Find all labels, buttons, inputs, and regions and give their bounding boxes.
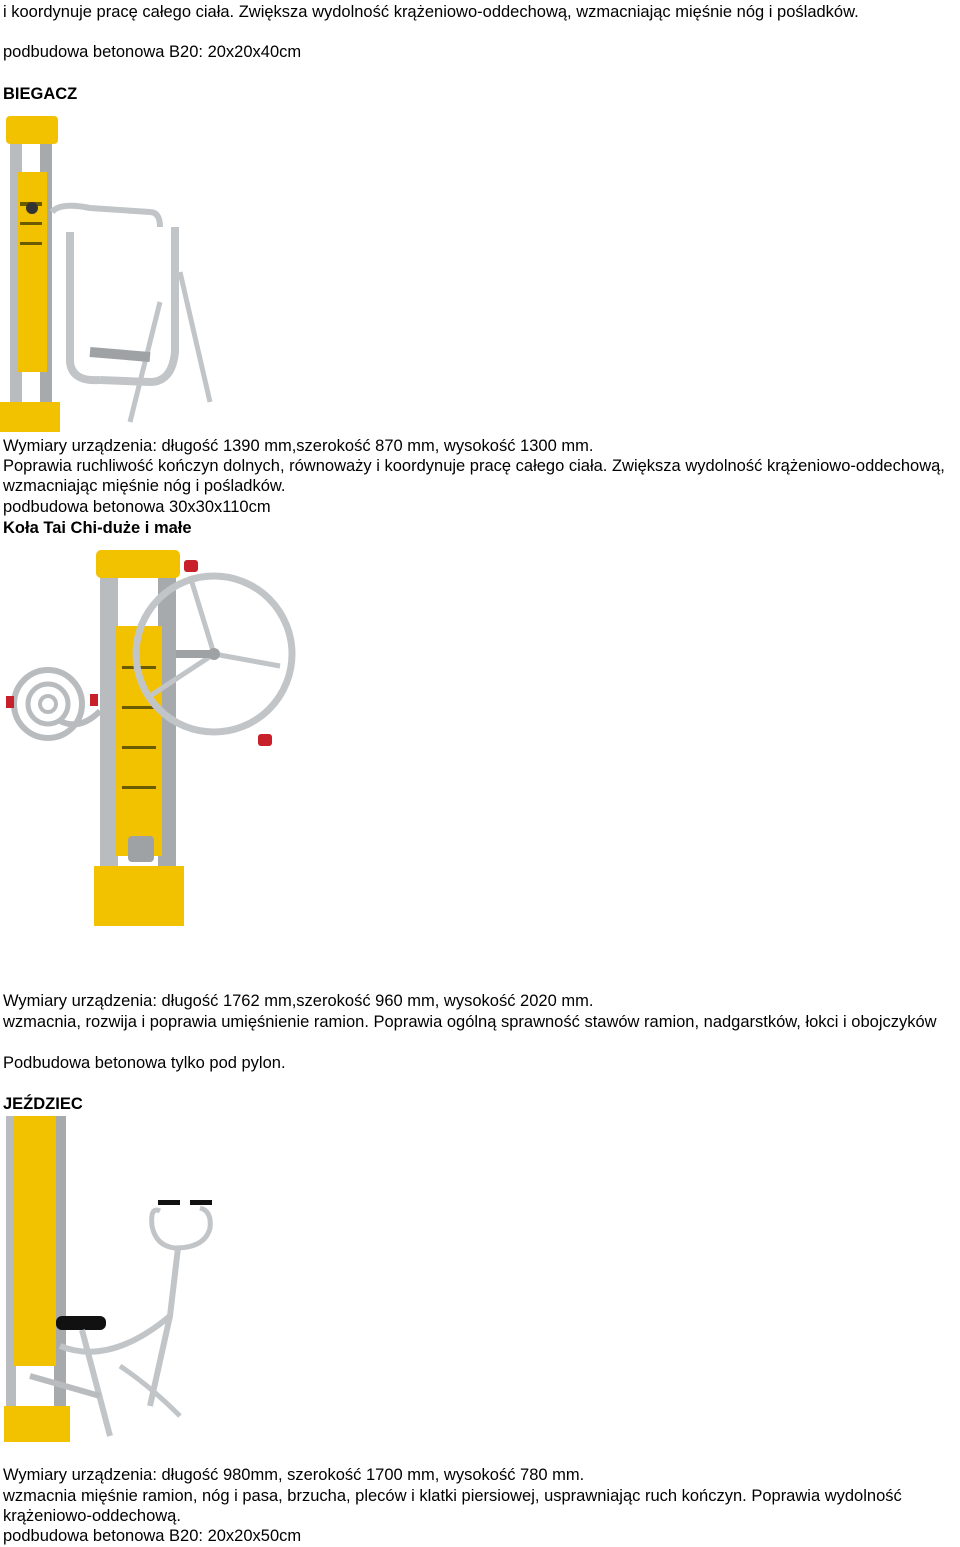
jezdziec-image: [0, 1116, 220, 1442]
tai-chi-image: [0, 546, 296, 932]
jezdziec-dimensions: Wymiary urządzenia: długość 980mm, szerokość 1700 mm, wysokość 780 mm.: [3, 1466, 585, 1484]
biegacz-foundation: podbudowa betonowa 30x30x110cm: [3, 498, 271, 516]
section-title-jezdziec: JEŹDZIEC: [3, 1095, 83, 1113]
biegacz-description: Poprawia ruchliwość kończyn dolnych, równoważy i koordynuje pracę całego ciała. Zwiększa wydolność krążeniowo-oddechową, wzmacniając mięśnie nóg i pośladków.: [3, 457, 945, 495]
jezdziec-foundation: podbudowa betonowa B20: 20x20x50cm: [3, 1527, 302, 1545]
tai-chi-description: wzmacnia, rozwija i poprawia umięśnienie ramion. Poprawia ogólną sprawność stawów ramion, nadgarstków, łokci i obojczyków: [3, 1013, 937, 1031]
section-title-tai-chi: Koła Tai Chi-duże i małe: [3, 519, 192, 537]
tai-chi-foundation: Podbudowa betonowa tylko pod pylon.: [3, 1054, 286, 1072]
tai-chi-dimensions: Wymiary urządzenia: długość 1762 mm,szerokość 960 mm, wysokość 2020 mm.: [3, 992, 594, 1010]
biegacz-dimensions: Wymiary urządzenia: długość 1390 mm,szerokość 870 mm, wysokość 1300 mm.: [3, 437, 594, 455]
intro-text: i koordynuje pracę całego ciała. Zwiększa wydolność krążeniowo-oddechową, wzmacniając mięśnie nóg i pośladków.: [3, 3, 859, 21]
jezdziec-description: wzmacnia mięśnie ramion, nóg i pasa, brzucha, pleców i klatki piersiowej, usprawniając ruch kończyn. Poprawia wydolność krążeniowo-oddechową.: [3, 1487, 902, 1525]
section-title-biegacz: BIEGACZ: [3, 85, 78, 103]
intro-foundation: podbudowa betonowa B20: 20x20x40cm: [3, 43, 302, 61]
biegacz-image: [0, 112, 222, 434]
